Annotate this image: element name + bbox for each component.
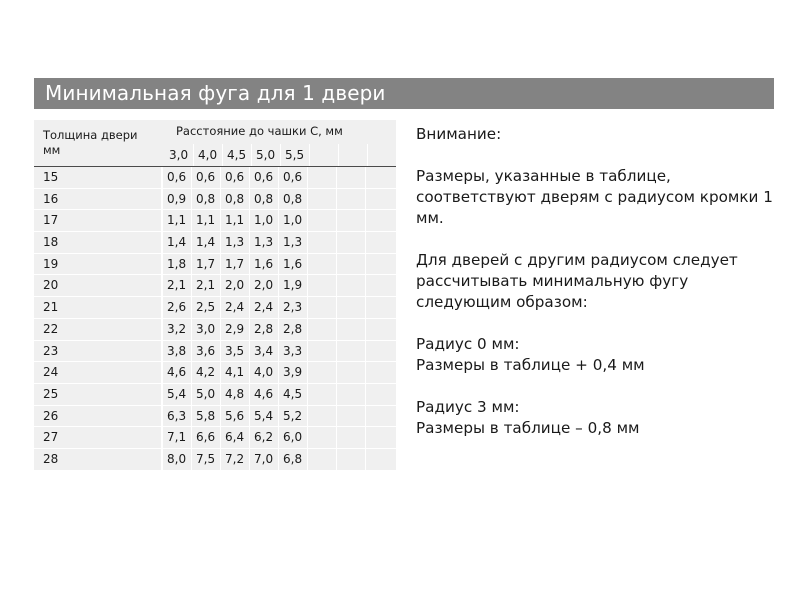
empty-cell bbox=[337, 275, 366, 296]
empty-cell bbox=[308, 427, 337, 448]
table-row bbox=[34, 341, 396, 363]
gap-value-cell: 1,9 bbox=[279, 275, 308, 296]
gap-value-cell: 1,1 bbox=[192, 210, 221, 231]
empty-cell bbox=[337, 210, 366, 231]
table-body bbox=[34, 167, 396, 471]
attention-heading: Внимание: bbox=[416, 125, 502, 143]
gap-value-cell: 2,6 bbox=[163, 297, 192, 318]
empty-cell bbox=[366, 254, 393, 275]
empty-cell bbox=[337, 427, 366, 448]
note-paragraph-1: Размеры, указанные в таблице, соответствуют дверям с радиусом кромки 1 мм. bbox=[416, 167, 773, 227]
gap-table bbox=[34, 120, 396, 471]
thickness-cell: 23 bbox=[34, 341, 163, 362]
gap-value-cell: 0,6 bbox=[163, 167, 192, 188]
distance-column-header: 4,0 bbox=[194, 144, 223, 166]
gap-value-cell: 7,2 bbox=[221, 449, 250, 470]
empty-cell bbox=[366, 362, 393, 383]
table-row bbox=[34, 406, 396, 428]
empty-cell bbox=[308, 297, 337, 318]
thickness-cell: 21 bbox=[34, 297, 163, 318]
gap-value-cell: 6,2 bbox=[250, 427, 279, 448]
gap-value-cell: 1,7 bbox=[221, 254, 250, 275]
gap-value-cell: 5,2 bbox=[279, 406, 308, 427]
table-row bbox=[34, 319, 396, 341]
thickness-cell: 24 bbox=[34, 362, 163, 383]
gap-value-cell: 6,4 bbox=[221, 427, 250, 448]
table-row bbox=[34, 362, 396, 384]
empty-cell bbox=[366, 189, 393, 210]
gap-value-cell: 2,4 bbox=[250, 297, 279, 318]
empty-cell bbox=[337, 189, 366, 210]
gap-value-cell: 6,0 bbox=[279, 427, 308, 448]
gap-value-cell: 4,6 bbox=[163, 362, 192, 383]
empty-cell bbox=[308, 167, 337, 188]
thickness-header-label: Толщина двери bbox=[43, 128, 138, 142]
gap-value-cell: 0,6 bbox=[250, 167, 279, 188]
gap-value-cell: 0,9 bbox=[163, 189, 192, 210]
distance-column-header: 4,5 bbox=[223, 144, 252, 166]
gap-value-cell: 6,3 bbox=[163, 406, 192, 427]
thickness-cell: 28 bbox=[34, 449, 163, 470]
thickness-cell: 27 bbox=[34, 427, 163, 448]
gap-value-cell: 1,0 bbox=[250, 210, 279, 231]
empty-cell bbox=[308, 319, 337, 340]
empty-cell bbox=[308, 189, 337, 210]
gap-value-cell: 1,6 bbox=[250, 254, 279, 275]
gap-value-cell: 6,6 bbox=[192, 427, 221, 448]
radius0-title: Радиус 0 мм: bbox=[416, 335, 520, 353]
empty-cell bbox=[366, 427, 393, 448]
gap-value-cell: 0,6 bbox=[279, 167, 308, 188]
gap-value-cell: 2,4 bbox=[221, 297, 250, 318]
empty-cell bbox=[366, 210, 393, 231]
empty-cell bbox=[308, 232, 337, 253]
gap-value-cell: 0,8 bbox=[221, 189, 250, 210]
thickness-header-unit: мм bbox=[43, 143, 61, 157]
gap-value-cell: 2,9 bbox=[221, 319, 250, 340]
gap-value-cell: 4,1 bbox=[221, 362, 250, 383]
empty-cell bbox=[337, 167, 366, 188]
thickness-cell: 20 bbox=[34, 275, 163, 296]
gap-value-cell: 4,2 bbox=[192, 362, 221, 383]
table-row bbox=[34, 275, 396, 297]
empty-cell bbox=[308, 341, 337, 362]
radius3-title: Радиус 3 мм: bbox=[416, 398, 520, 416]
gap-value-cell: 1,4 bbox=[163, 232, 192, 253]
gap-value-cell: 1,1 bbox=[221, 210, 250, 231]
gap-value-cell: 1,7 bbox=[192, 254, 221, 275]
empty-cell bbox=[337, 406, 366, 427]
distance-header-label: Расстояние до чашки С, мм bbox=[176, 124, 343, 138]
empty-cell bbox=[308, 275, 337, 296]
gap-value-cell: 3,5 bbox=[221, 341, 250, 362]
gap-value-cell: 4,5 bbox=[279, 384, 308, 405]
notes-panel bbox=[416, 124, 786, 439]
empty-cell bbox=[366, 232, 393, 253]
table-row bbox=[34, 427, 396, 449]
gap-value-cell: 3,9 bbox=[279, 362, 308, 383]
empty-cell bbox=[337, 449, 366, 470]
gap-value-cell: 2,0 bbox=[250, 275, 279, 296]
empty-cell bbox=[366, 384, 393, 405]
empty-cell bbox=[308, 384, 337, 405]
radius0-text: Размеры в таблице + 0,4 мм bbox=[416, 356, 645, 374]
empty-cell bbox=[337, 319, 366, 340]
empty-cell bbox=[308, 362, 337, 383]
gap-value-cell: 3,2 bbox=[163, 319, 192, 340]
thickness-cell: 22 bbox=[34, 319, 163, 340]
gap-value-cell: 2,8 bbox=[250, 319, 279, 340]
table-row bbox=[34, 189, 396, 211]
thickness-cell: 25 bbox=[34, 384, 163, 405]
empty-cell bbox=[366, 319, 393, 340]
table-row bbox=[34, 297, 396, 319]
distance-columns bbox=[165, 144, 396, 166]
gap-value-cell: 4,8 bbox=[221, 384, 250, 405]
gap-value-cell: 8,0 bbox=[163, 449, 192, 470]
gap-value-cell: 2,0 bbox=[221, 275, 250, 296]
gap-value-cell: 2,1 bbox=[192, 275, 221, 296]
gap-value-cell: 2,1 bbox=[163, 275, 192, 296]
empty-cell bbox=[337, 384, 366, 405]
gap-value-cell: 1,6 bbox=[279, 254, 308, 275]
gap-value-cell: 2,3 bbox=[279, 297, 308, 318]
gap-value-cell: 1,1 bbox=[163, 210, 192, 231]
radius3-text: Размеры в таблице – 0,8 мм bbox=[416, 419, 640, 437]
gap-value-cell: 3,4 bbox=[250, 341, 279, 362]
empty-cell bbox=[337, 297, 366, 318]
gap-value-cell: 6,8 bbox=[279, 449, 308, 470]
empty-cell bbox=[308, 449, 337, 470]
table-header bbox=[34, 120, 396, 167]
gap-value-cell: 2,8 bbox=[279, 319, 308, 340]
table-row bbox=[34, 449, 396, 471]
empty-cell bbox=[366, 275, 393, 296]
empty-cell bbox=[366, 167, 393, 188]
thickness-cell: 19 bbox=[34, 254, 163, 275]
gap-value-cell: 3,6 bbox=[192, 341, 221, 362]
thickness-cell: 18 bbox=[34, 232, 163, 253]
page-title: Минимальная фуга для 1 двери bbox=[45, 81, 386, 105]
empty-cell bbox=[337, 341, 366, 362]
gap-value-cell: 7,0 bbox=[250, 449, 279, 470]
table-row bbox=[34, 254, 396, 276]
gap-value-cell: 0,6 bbox=[221, 167, 250, 188]
distance-column-header: 5,0 bbox=[252, 144, 281, 166]
gap-value-cell: 7,5 bbox=[192, 449, 221, 470]
gap-value-cell: 5,4 bbox=[163, 384, 192, 405]
thickness-cell: 17 bbox=[34, 210, 163, 231]
note-paragraph-2: Для дверей с другим радиусом следует рассчитывать минимальную фугу следующим образом: bbox=[416, 251, 738, 311]
table-row bbox=[34, 384, 396, 406]
thickness-header bbox=[34, 120, 163, 166]
gap-value-cell: 3,0 bbox=[192, 319, 221, 340]
distance-column-header: 5,5 bbox=[281, 144, 310, 166]
gap-value-cell: 1,4 bbox=[192, 232, 221, 253]
gap-value-cell: 1,3 bbox=[250, 232, 279, 253]
empty-column-header bbox=[368, 144, 395, 166]
gap-value-cell: 1,8 bbox=[163, 254, 192, 275]
distance-header bbox=[165, 120, 396, 166]
empty-cell bbox=[366, 297, 393, 318]
table-row bbox=[34, 210, 396, 232]
empty-cell bbox=[366, 341, 393, 362]
gap-value-cell: 3,8 bbox=[163, 341, 192, 362]
empty-cell bbox=[308, 254, 337, 275]
gap-value-cell: 7,1 bbox=[163, 427, 192, 448]
empty-cell bbox=[308, 210, 337, 231]
gap-value-cell: 0,8 bbox=[192, 189, 221, 210]
empty-column-header bbox=[310, 144, 339, 166]
gap-value-cell: 5,0 bbox=[192, 384, 221, 405]
table-row bbox=[34, 232, 396, 254]
gap-value-cell: 1,3 bbox=[279, 232, 308, 253]
gap-value-cell: 1,0 bbox=[279, 210, 308, 231]
empty-cell bbox=[366, 449, 393, 470]
gap-value-cell: 2,5 bbox=[192, 297, 221, 318]
gap-value-cell: 0,8 bbox=[279, 189, 308, 210]
table-row bbox=[34, 167, 396, 189]
empty-cell bbox=[308, 406, 337, 427]
gap-value-cell: 0,8 bbox=[250, 189, 279, 210]
gap-value-cell: 4,0 bbox=[250, 362, 279, 383]
gap-value-cell: 4,6 bbox=[250, 384, 279, 405]
thickness-cell: 26 bbox=[34, 406, 163, 427]
empty-cell bbox=[366, 406, 393, 427]
thickness-cell: 15 bbox=[34, 167, 163, 188]
empty-column-header bbox=[339, 144, 368, 166]
empty-cell bbox=[337, 254, 366, 275]
title-bar bbox=[34, 78, 774, 109]
empty-cell bbox=[337, 232, 366, 253]
gap-value-cell: 1,3 bbox=[221, 232, 250, 253]
gap-value-cell: 5,8 bbox=[192, 406, 221, 427]
empty-cell bbox=[337, 362, 366, 383]
thickness-cell: 16 bbox=[34, 189, 163, 210]
gap-value-cell: 0,6 bbox=[192, 167, 221, 188]
gap-value-cell: 5,6 bbox=[221, 406, 250, 427]
gap-value-cell: 3,3 bbox=[279, 341, 308, 362]
gap-value-cell: 5,4 bbox=[250, 406, 279, 427]
distance-column-header: 3,0 bbox=[165, 144, 194, 166]
